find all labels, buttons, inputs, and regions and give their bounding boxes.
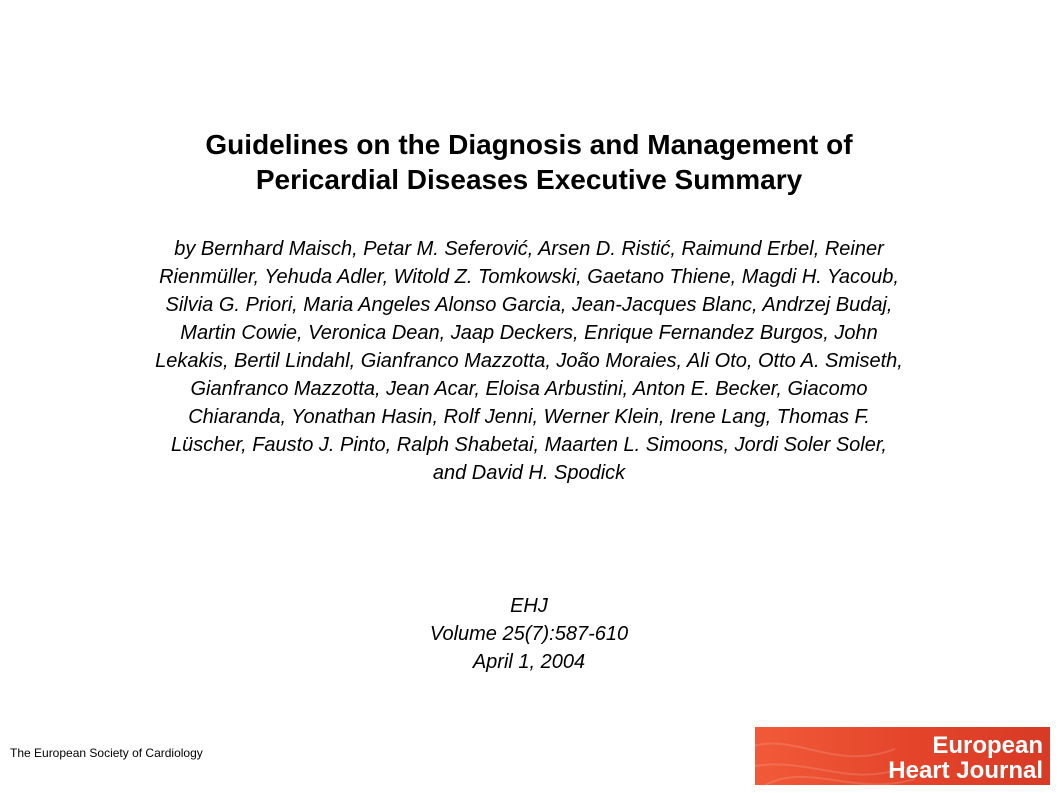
- citation: [60, 592, 998, 676]
- citation-journal: EHJ: [510, 595, 548, 617]
- citation-volume: Volume 25(7):587-610: [429, 623, 629, 645]
- author-list: [60, 235, 998, 487]
- logo-line-1: European: [932, 732, 1043, 759]
- author-line: Lüscher, Fausto J. Pinto, Ralph Shabetai, Maarten L. Simoons, Jordi Soler Soler,: [171, 434, 887, 456]
- logo-line-2: Heart Journal: [888, 757, 1043, 784]
- author-line: Chiaranda, Yonathan Hasin, Rolf Jenni, Werner Klein, Irene Lang, Thomas F.: [188, 406, 870, 428]
- title-line-2: Pericardial Diseases Executive Summary: [255, 164, 803, 195]
- author-line: Gianfranco Mazzotta, Jean Acar, Eloisa Arbustini, Anton E. Becker, Giacomo: [190, 378, 868, 400]
- journal-logo-graphic: [755, 727, 1050, 785]
- journal-logo: [755, 727, 1050, 785]
- title-line-1: Guidelines on the Diagnosis and Management of: [205, 129, 853, 160]
- author-line: and David H. Spodick: [432, 462, 626, 484]
- citation-date: April 1, 2004: [472, 651, 586, 673]
- author-line: by Bernhard Maisch, Petar M. Seferović, Arsen D. Ristić, Raimund Erbel, Reiner: [174, 238, 884, 260]
- footer-organization: The European Society of Cardiology: [10, 746, 203, 760]
- author-line: Silvia G. Priori, Maria Angeles Alonso Garcia, Jean-Jacques Blanc, Andrzej Budaj,: [165, 294, 893, 316]
- author-line: Lekakis, Bertil Lindahl, Gianfranco Mazzotta, João Moraies, Ali Oto, Otto A. Smiseth,: [155, 350, 903, 372]
- author-line: Martin Cowie, Veronica Dean, Jaap Deckers, Enrique Fernandez Burgos, John: [180, 322, 878, 344]
- slide-title: [60, 127, 998, 197]
- author-line: Rienmüller, Yehuda Adler, Witold Z. Tomkowski, Gaetano Thiene, Magdi H. Yacoub,: [159, 266, 899, 288]
